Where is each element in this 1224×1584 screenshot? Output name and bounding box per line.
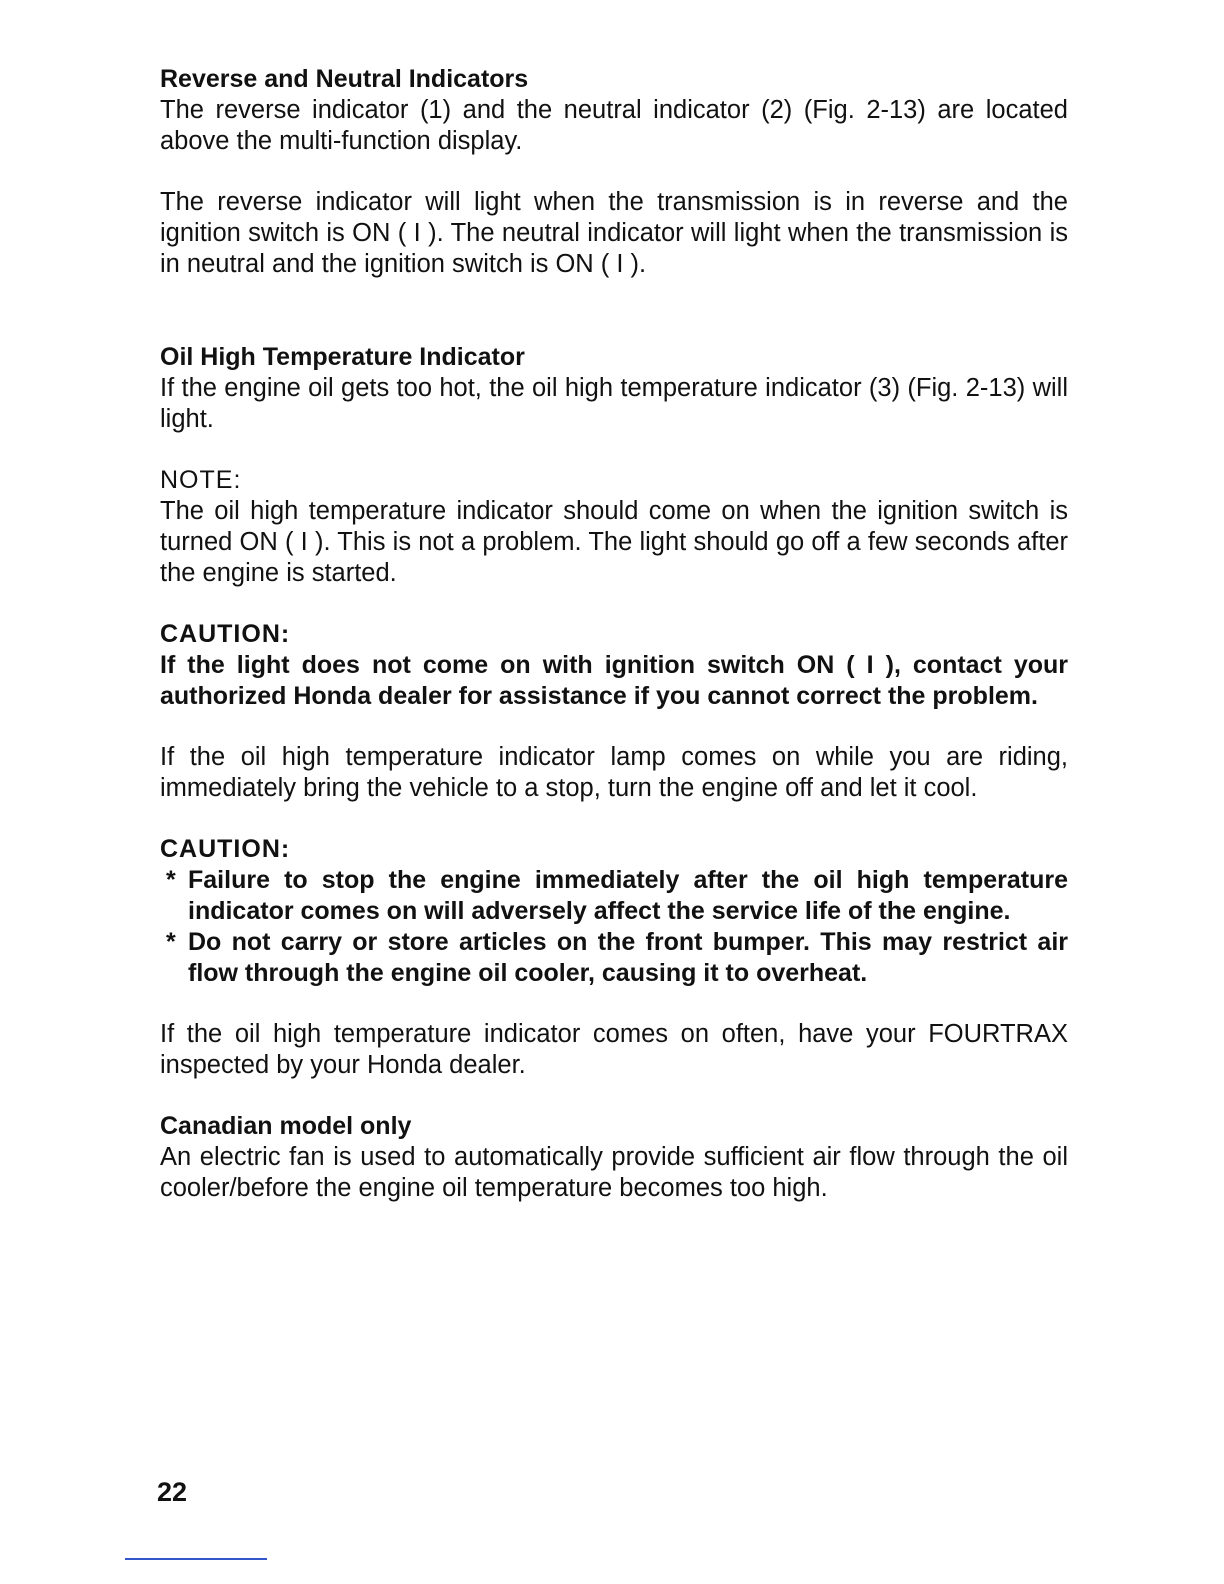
- oil-temp-heading: Oil High Temperature Indicator: [160, 343, 525, 371]
- footer-rule: [125, 1558, 267, 1560]
- note-text: The oil high temperature indicator should come on when the ignition switch is turned ON ( I ). This is not a problem. The light should go off a few seconds after the engine is started.: [160, 497, 1068, 587]
- reverse-neutral-light-text: The reverse indicator will light when the transmission is in reverse and the ignition switch is ON ( I ). The neutral indicator will light when the transmission is in neutral and the ignition switch is ON ( I ).: [160, 188, 1068, 278]
- caution-bullet-text: Failure to stop the engine immediately after the oil high temperature indicator comes on will adversely affect the service life of the engine.: [188, 866, 1068, 925]
- caution-label-2: CAUTION:: [160, 835, 291, 863]
- reverse-neutral-location-text: The reverse indicator (1) and the neutral indicator (2) (Fig. 2-13) are located above the multi-function display.: [160, 96, 1068, 155]
- reverse-neutral-heading: Reverse and Neutral Indicators: [160, 65, 529, 93]
- manual-page: [160, 64, 1068, 1204]
- caution-text-1: If the light does not come on with ignition switch ON ( I ), contact your authorized Honda dealer for assistance if you cannot correct the problem.: [160, 651, 1068, 710]
- caution-bullet-item: [160, 865, 1068, 927]
- bullet-asterisk-icon: *: [166, 866, 176, 894]
- canadian-model-text: An electric fan is used to automatically provide sufficient air flow through the oil cooler/before the engine oil temperature becomes too high.: [160, 1143, 1068, 1202]
- oil-temp-intro-text: If the engine oil gets too hot, the oil high temperature indicator (3) (Fig. 2-13) will light.: [160, 374, 1068, 433]
- caution-label-1: CAUTION:: [160, 620, 291, 648]
- caution-bullet-item: [160, 927, 1068, 989]
- bullet-asterisk-icon: *: [166, 928, 176, 956]
- page-number: 22: [157, 1477, 188, 1507]
- caution-bullet-list: [160, 865, 1068, 989]
- note-label: NOTE:: [160, 466, 242, 494]
- oil-temp-riding-text: If the oil high temperature indicator lamp comes on while you are riding, immediately bring the vehicle to a stop, turn the engine off and let it cool.: [160, 743, 1068, 802]
- canadian-model-heading: Canadian model only: [160, 1112, 412, 1140]
- oil-temp-dealer-text: If the oil high temperature indicator comes on often, have your FOURTRAX inspected by your Honda dealer.: [160, 1020, 1068, 1079]
- caution-bullet-text: Do not carry or store articles on the front bumper. This may restrict air flow through the engine oil cooler, causing it to overheat.: [188, 928, 1068, 987]
